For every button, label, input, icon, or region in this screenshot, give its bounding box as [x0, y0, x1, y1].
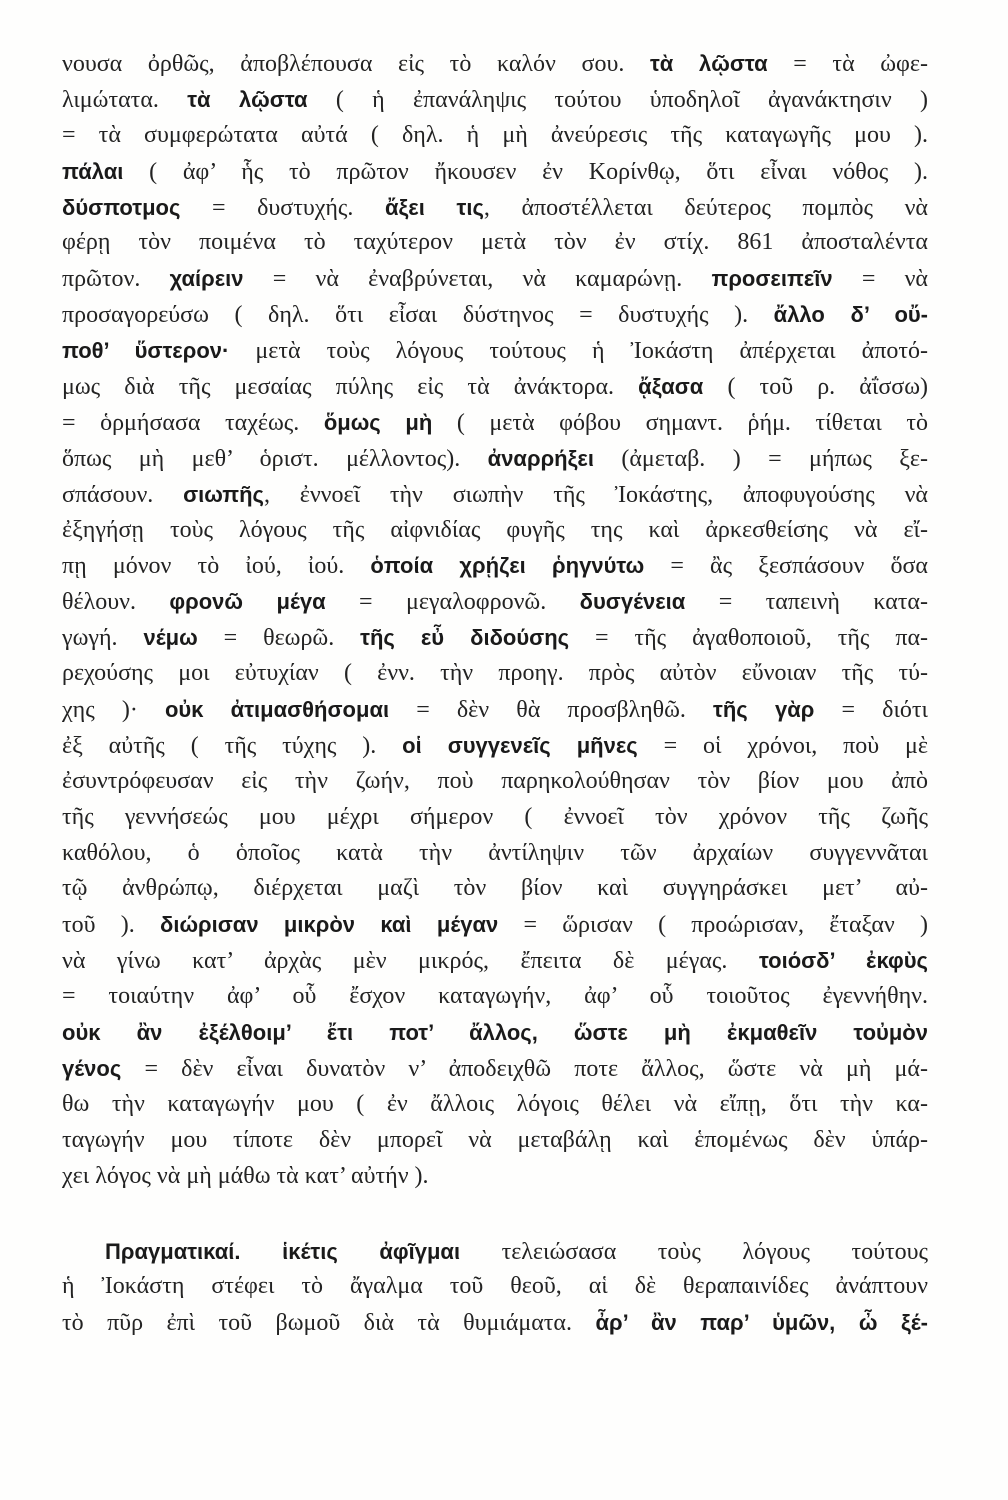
text-line [62, 1123, 928, 1159]
text-line [62, 261, 928, 297]
body-text: τῆς γεννήσεώς μου μέχρι σήμερον ( ἐννοεῖ τὸν χρόνον τῆς ζωῆς [62, 803, 928, 830]
gloss-term: ἆρ’ ἂν παρ’ ὑμῶν, ὦ ξέ- [595, 1310, 928, 1336]
text-line [62, 190, 928, 226]
body-text: θέλουν. [62, 589, 170, 616]
body-text: ( ἡ ἐπανάληψις τούτου ὑποδηλοῖ ἀγανάκτησιν ) [307, 86, 929, 113]
body-text: (ἀμεταβ. ) = μήπως ξε- [593, 445, 928, 472]
body-text: ἐξηγήσῃ τοὺς λόγους τῆς αἰφνιδίας φυγῆς της καὶ ἀρκεσθείσης νὰ εἴ- [62, 516, 928, 543]
body-text: = ὁρμήσασα ταχέως. [62, 409, 324, 436]
gloss-term: φρονῶ μέγα [169, 589, 326, 615]
body-text: μως διὰ τῆς μεσαίας πύλης εἰς τὰ ἀνάκτορα. [62, 374, 639, 401]
text-line [62, 620, 928, 656]
body-text: ἐξ αὐτῆς ( τῆς τύχης ). [62, 732, 403, 759]
body-text: = ταπεινὴ κατα- [685, 589, 929, 616]
body-text: = τοιαύτην ἀφ’ οὗ ἔσχον καταγωγήν, ἀφ’ οὗ τοιοῦτος ἐγεννήθην. [62, 983, 928, 1010]
gloss-term: τὰ λῷστα [649, 51, 768, 76]
text-line [62, 225, 928, 261]
commentary-paragraph [62, 46, 928, 1195]
body-text: τὸ πῦρ ἐπὶ τοῦ βωμοῦ διὰ τὰ θυμιάματα. [62, 1310, 596, 1337]
body-text: ἐσυντρόφευσαν εἰς τὴν ζωήν, ποὺ παρηκολούθησαν τὸν βίον μου ἀπὸ [62, 767, 928, 794]
gloss-term: ὁποία χρῄζει ῥηγνύτω [370, 553, 645, 579]
body-text: = δὲν θὰ προσβληθῶ. [389, 697, 714, 724]
body-text: = νὰ ἐναβρύνεται, νὰ καμαρώνῃ. [243, 266, 712, 293]
body-text: = τὰ ὠφε- [767, 51, 928, 77]
gloss-term: ἄλλο δ’ οὔ- [773, 302, 929, 328]
body-text: λιμώτατα. [62, 86, 188, 113]
body-text: ( ἀφ’ ἧς τὸ πρῶτον ἤκουσεν ἐν Κορίνθῳ, ὅτι εἶναι νόθος ). [123, 158, 928, 185]
text-line [62, 943, 928, 979]
gloss-term: τὰ λῷστα [187, 86, 308, 112]
text-line [62, 1051, 928, 1087]
text-line [62, 441, 928, 477]
body-text: ρεχούσης μοι εὐτυχίαν ( ἐνν. τὴν προηγ. πρὸς αὐτὸν εὔνοιαν τῆς τύ- [62, 660, 928, 687]
text-line [62, 692, 928, 728]
body-text: πρῶτον. [62, 266, 170, 293]
body-text: χει λόγος νὰ μὴ μάθω τὰ κατ’ αὐτήν ). [62, 1162, 429, 1189]
body-text: καθόλου, ὁ ὁποῖος κατὰ τὴν ἀντίληψιν τῶν ἀρχαίων συγγεννᾶται [62, 839, 928, 866]
body-text: ( τοῦ ρ. ἀΐσσω) [703, 374, 928, 401]
body-text: προσαγορεύσω ( δηλ. ὅτι εἶσαι δύστηνος = δυστυχής ). [62, 302, 774, 329]
gloss-term: νέμω [143, 625, 198, 651]
gloss-term: ποθ’ ὕστερον· [62, 338, 230, 364]
body-text: χης )· [62, 697, 165, 724]
body-text: = νὰ [832, 266, 929, 293]
gloss-term: σιωπῆς [183, 481, 264, 507]
gloss-term: χαίρειν [169, 266, 244, 292]
text-line [62, 118, 928, 154]
text-line [62, 1305, 928, 1341]
text-line [62, 836, 928, 872]
body-text: μετὰ τοὺς λόγους τούτους ἡ Ἰοκάστη ἀπέρχεται ἀποτό- [229, 338, 928, 365]
text-line [62, 477, 928, 513]
body-text: πῃ μόνον τὸ ἰού, ἰού. [62, 553, 371, 580]
text-line [62, 1269, 928, 1305]
text-line [62, 1087, 928, 1123]
body-text: , ἀποστέλλεται δεύτερος πομπὸς νὰ [483, 194, 928, 221]
section-heading: Πραγματικαί. [105, 1238, 283, 1264]
body-text: τελειώσασα τοὺς λόγους τούτους [460, 1238, 929, 1265]
text-line [62, 297, 928, 333]
section-paragraph [62, 1234, 928, 1342]
gloss-term: οὐκ ἂν ἐξέλθοιμ’ ἔτι ποτ’ ἄλλος, ὥστε μὴ ἐκμαθεῖν τοὐμὸν [62, 1020, 928, 1046]
text-line [62, 82, 928, 118]
text-line [62, 656, 928, 692]
text-line [62, 154, 928, 190]
text-line [62, 584, 928, 620]
body-text: ( μετὰ φόβου σημαντ. ῥήμ. τίθεται τὸ [432, 409, 929, 436]
text-line [62, 405, 928, 441]
body-text: τῷ ἀνθρώπῳ, διέρχεται μαζὶ τὸν βίον καὶ συγγηράσκει μετ’ αὐ- [62, 875, 928, 902]
text-line [62, 369, 928, 405]
gloss-term: τῆς γὰρ [713, 697, 815, 723]
body-text: νὰ γίνω κατ’ ἀρχὰς μὲν μικρός, ἔπειτα δὲ μέγας. [62, 948, 759, 975]
gloss-term: διώρισαν μικρὸν καὶ μέγαν [159, 912, 499, 938]
gloss-term: τοιόσδ’ ἐκφὺς [758, 948, 929, 974]
body-text: ἡ Ἰοκάστη στέφει τὸ ἄγαλμα τοῦ θεοῦ, αἱ δὲ θεραπαινίδες ἀνάπτουν [62, 1273, 928, 1300]
gloss-term: δύσποτμος [62, 194, 181, 220]
text-line [62, 907, 928, 943]
body-text: = τὰ συμφερώτατα αὐτά ( δηλ. ἡ μὴ ἀνεύρεσις τῆς καταγωγῆς μου ). [62, 121, 928, 148]
body-text: ταγωγήν μου τίποτε δὲν μπορεῖ νὰ μεταβάλῃ καὶ ἑπομένως δὲν ὑπάρ- [62, 1126, 928, 1153]
text-line [62, 764, 928, 800]
gloss-term: ἄξει τις [384, 194, 484, 220]
body-text: ὅπως μὴ μεθ’ ὁριστ. μέλλοντος). [62, 445, 488, 472]
text-line [62, 333, 928, 369]
text-line [62, 1159, 928, 1195]
body-text: , ἐννοεῖ τὴν σιωπὴν τῆς Ἰοκάστης, ἀποφυγούσης νὰ [263, 481, 928, 508]
text-line [62, 871, 928, 907]
gloss-term: ἱκέτις ἀφῖγμαι [282, 1238, 461, 1264]
text-line [62, 548, 928, 584]
text-line [62, 46, 928, 82]
gloss-term: προσειπεῖν [711, 266, 833, 292]
gloss-term: πάλαι [62, 158, 124, 184]
body-text: τοῦ ). [62, 912, 160, 939]
body-text: = δὲν εἶναι δυνατὸν ν’ ἀποδειχθῶ ποτε ἄλλος, ὥστε νὰ μὴ μά- [121, 1055, 928, 1082]
gloss-term: ᾄξασα [638, 374, 704, 400]
gloss-term: τῆς εὖ διδούσης [360, 625, 570, 651]
body-text: φέρῃ τὸν ποιμένα τὸ ταχύτερον μετὰ τὸν ἐν στίχ. 861 ἀποσταλέντα [62, 229, 928, 256]
gloss-term: οἱ συγγενεῖς μῆνες [402, 732, 638, 758]
page-text-block [62, 46, 928, 1341]
gloss-term: ἀναρρήξει [487, 445, 594, 471]
body-text: θω τὴν καταγωγήν μου ( ἐν ἄλλοις λόγοις θέλει νὰ εἴπῃ, ὅτι τὴν κα- [62, 1090, 928, 1117]
body-text: σπάσουν. [62, 481, 184, 508]
body-text: γωγή. [62, 625, 144, 652]
text-line [62, 1234, 928, 1270]
body-text: νουσα ὀρθῶς, ἀποβλέπουσα εἰς τὸ καλόν σου. [62, 51, 650, 77]
text-line [62, 1015, 928, 1051]
body-text: = δυστυχής. [180, 194, 385, 221]
text-line [62, 513, 928, 549]
body-text: = ὥρισαν ( προώρισαν, ἔταξαν ) [498, 912, 928, 939]
gloss-term: γένος [62, 1055, 122, 1081]
body-text: = ἂς ξεσπάσουν ὅσα [644, 553, 929, 580]
text-line [62, 800, 928, 836]
gloss-term: οὐκ ἀτιμασθήσομαι [164, 697, 390, 723]
gloss-term: δυσγένεια [579, 589, 686, 615]
body-text: = θεωρῶ. [197, 625, 361, 652]
body-text: = διότι [814, 697, 929, 724]
gloss-term: ὅμως μὴ [323, 409, 433, 435]
text-line [62, 728, 928, 764]
body-text: = οἱ χρόνοι, ποὺ μὲ [637, 732, 929, 759]
text-line [62, 979, 928, 1015]
body-text: = μεγαλοφρονῶ. [325, 589, 580, 616]
body-text: = τῆς ἀγαθοποιοῦ, τῆς πα- [569, 625, 929, 652]
